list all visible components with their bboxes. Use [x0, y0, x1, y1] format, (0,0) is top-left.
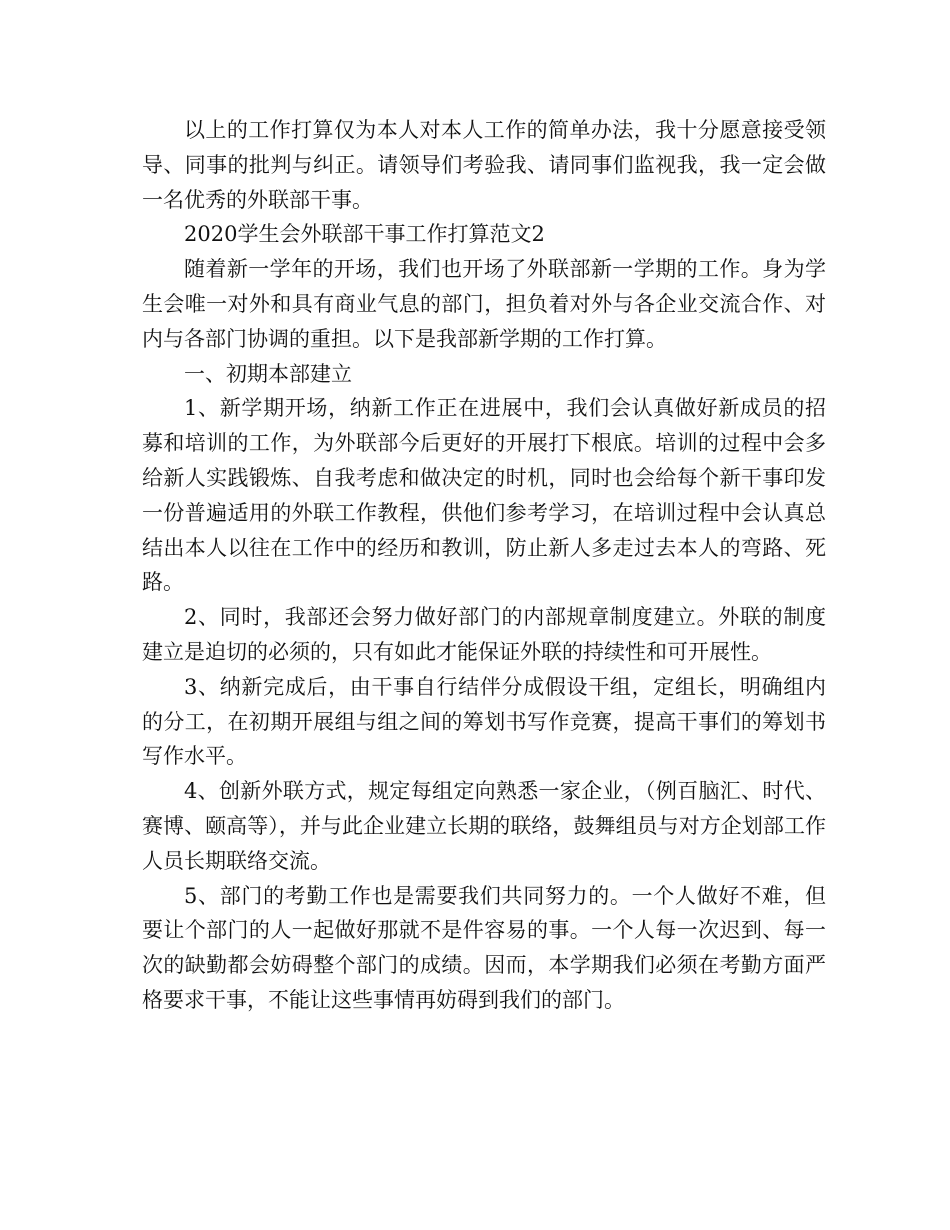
list-item: 5、部门的考勤工作也是需要我们共同努力的。一个人做好不难，但要让个部门的人一起做好那就不是件容易的事。一个人每一次迟到、每一次的缺勤都会妨碍整个部门的成绩。因而，本学期我们必须在考勤方面严格要求干事，不能让这些事情再妨碍到我们的部门。	[142, 883, 826, 1012]
list-item: 2、同时，我部还会努力做好部门的内部规章制度建立。外联的制度建立是迫切的必须的，只有如此才能保证外联的持续性和可开展性。	[142, 605, 826, 664]
list-item: 1、新学期开场，纳新工作正在进展中，我们会认真做好新成员的招募和培训的工作，为外联部今后更好的开展打下根底。培训的过程中会多给新人实践锻炼、自我考虑和做决定的时机，同时也会给每个新干事印发一份普遍适用的外联工作教程，供他们参考学习，在培训过程中会认真总结出本人以往在工作中的经历和教训，防止新人多走过去本人的弯路、死路。	[142, 396, 826, 595]
section-heading: 一、初期本部建立	[184, 361, 352, 386]
paragraph-closing: 以上的工作打算仅为本人对本人工作的简单办法，我十分愿意接受领导、同事的批判与纠正。请领导们考验我、请同事们监视我，我一定会做一名优秀的外联部干事。	[142, 118, 826, 212]
list-item: 4、创新外联方式，规定每组定向熟悉一家企业，（例百脑汇、时代、赛博、颐高等），并与此企业建立长期的联络，鼓舞组员与对方企划部工作人员长期联络交流。	[142, 779, 826, 873]
document-page	[142, 113, 826, 1018]
section-title: 2020学生会外联部干事工作打算范文2	[184, 222, 545, 247]
paragraph-intro: 随着新一学年的开场，我们也开场了外联部新一学期的工作。身为学生会唯一对外和具有商业气息的部门，担负着对外与各企业交流合作、对内与各部门协调的重担。以下是我部新学期的工作打算。	[142, 257, 826, 351]
list-item: 3、纳新完成后，由干事自行结伴分成假设干组，定组长，明确组内的分工，在初期开展组与组之间的筹划书写作竞赛，提高干事们的筹划书写作水平。	[142, 674, 826, 769]
